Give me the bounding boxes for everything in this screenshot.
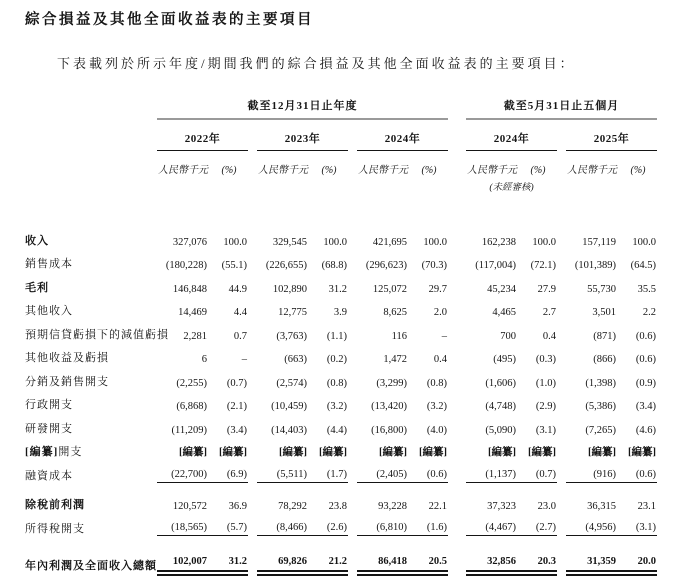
amount-cell: 37,323 xyxy=(487,501,516,512)
amount-cell: 102,007 xyxy=(157,550,210,574)
percent-label: (%) xyxy=(530,165,546,176)
amount-cell: (5,090) xyxy=(485,424,516,436)
percent-cell: 2.2 xyxy=(642,307,657,318)
table-row xyxy=(25,318,657,342)
amount-cell: 125,072 xyxy=(372,283,407,295)
column-gap xyxy=(348,489,357,513)
percent-cell: (1.0) xyxy=(535,377,556,389)
percent-cell: (4.6) xyxy=(635,424,657,436)
empty-cell xyxy=(25,176,466,193)
amount-cell: (226,655) xyxy=(265,260,307,271)
amount-cell: (180,228) xyxy=(165,260,207,271)
column-gap xyxy=(448,389,466,413)
percent-cell: (6.9) xyxy=(210,459,248,483)
amount-cell: [編纂] xyxy=(179,447,207,458)
amount-cell: 157,119 xyxy=(582,236,616,248)
percent-cell: 0.4 xyxy=(542,330,556,342)
unaudited-row xyxy=(25,176,657,193)
amount-cell: (3,763) xyxy=(276,330,307,342)
spacer-row xyxy=(25,542,657,550)
column-gap xyxy=(448,550,466,574)
amount-cell: 69,826 xyxy=(257,550,310,574)
amount-cell: (22,700) xyxy=(157,459,210,483)
amount-cell: 36,315 xyxy=(587,501,616,512)
column-gap xyxy=(348,365,357,389)
amount-cell: 120,572 xyxy=(172,501,207,512)
unit-label: 人民幣千元 xyxy=(567,165,617,176)
percent-cell: (0.6) xyxy=(410,459,448,483)
year-header-2024-5m: 2024年 xyxy=(466,119,557,151)
amount-cell: 162,238 xyxy=(481,236,516,248)
percent-label: (%) xyxy=(421,165,437,176)
percent-cell: [編纂] xyxy=(528,447,556,458)
column-gap xyxy=(248,412,257,436)
row-label: 預期信貸虧損下的減值虧損 xyxy=(25,328,169,341)
amount-cell: [編纂] xyxy=(279,447,307,458)
amount-cell: (11,209) xyxy=(171,424,207,436)
column-gap xyxy=(557,550,566,574)
percent-cell: (1.7) xyxy=(310,459,348,483)
column-gap xyxy=(557,389,566,413)
percent-cell: (4.0) xyxy=(426,424,447,436)
column-gap xyxy=(348,295,357,319)
column-gap xyxy=(248,489,257,513)
column-gap xyxy=(348,342,357,366)
amount-cell: 8,625 xyxy=(383,307,407,318)
column-gap xyxy=(348,151,357,177)
amount-cell: (4,956) xyxy=(566,512,619,536)
table-row xyxy=(25,512,657,536)
percent-cell: (64.5) xyxy=(630,260,657,271)
percent-cell: 100.0 xyxy=(323,236,347,248)
percent-cell: [編纂] xyxy=(319,447,347,458)
percent-cell: 31.2 xyxy=(328,283,347,295)
column-gap xyxy=(348,459,357,483)
percent-cell: 22.1 xyxy=(428,501,447,512)
percent-cell: (0.8) xyxy=(426,377,447,389)
amount-cell: 31,359 xyxy=(566,550,619,574)
percent-cell: 4.4 xyxy=(233,307,247,318)
percent-cell: 0.7 xyxy=(233,330,247,342)
column-gap xyxy=(557,489,566,513)
percent-cell: (3.1) xyxy=(619,512,657,536)
percent-cell: – xyxy=(241,354,247,365)
amount-cell: (4,467) xyxy=(466,512,519,536)
unit-label: 人民幣千元 xyxy=(467,165,517,176)
corner-cell xyxy=(25,97,157,119)
amount-cell: (1,606) xyxy=(485,377,516,389)
period-group-annual: 截至12月31日止年度 xyxy=(157,97,448,119)
table-row xyxy=(25,224,657,248)
percent-cell: 35.5 xyxy=(637,283,657,295)
percent-cell: (5.7) xyxy=(210,512,248,536)
column-gap xyxy=(448,248,466,272)
percent-cell: (70.3) xyxy=(421,260,447,271)
intro-paragraph: 下表載列於所示年度/期間我們的綜合損益及其他全面收益表的主要項目： xyxy=(57,56,576,71)
column-gap xyxy=(248,550,257,574)
percent-cell: 0.4 xyxy=(433,354,447,365)
amount-cell: (2,574) xyxy=(276,377,307,389)
percent-cell: [編纂] xyxy=(419,447,447,458)
amount-cell: (13,420) xyxy=(371,401,407,412)
amount-cell: (101,389) xyxy=(574,260,616,271)
column-gap xyxy=(557,412,566,436)
percent-cell: [編纂] xyxy=(219,447,247,458)
amount-cell: 116 xyxy=(391,330,407,342)
year-header-row xyxy=(25,119,657,151)
percent-cell: – xyxy=(441,330,447,342)
column-gap xyxy=(448,512,466,536)
row-label: 行政開支 xyxy=(25,399,73,411)
table-row xyxy=(25,342,657,366)
column-gap xyxy=(348,436,357,460)
column-gap xyxy=(448,271,466,295)
amount-cell: 3,501 xyxy=(592,307,616,318)
spacer-row xyxy=(25,193,657,224)
column-gap xyxy=(248,151,257,177)
column-gap xyxy=(248,318,257,342)
percent-label: (%) xyxy=(630,165,646,176)
column-gap xyxy=(557,151,566,177)
column-gap xyxy=(348,119,357,151)
column-gap xyxy=(248,248,257,272)
amount-cell: (5,511) xyxy=(257,459,310,483)
percent-label: (%) xyxy=(321,165,337,176)
amount-cell: (2,255) xyxy=(176,377,207,389)
amount-cell: (6,868) xyxy=(176,401,207,412)
percent-cell: (3.4) xyxy=(226,424,247,436)
amount-cell: 421,695 xyxy=(372,236,407,248)
column-gap xyxy=(448,97,466,119)
amount-cell: 45,234 xyxy=(487,283,516,295)
column-gap xyxy=(448,318,466,342)
percent-cell: 100.0 xyxy=(632,236,657,248)
percent-cell: 20.3 xyxy=(519,550,557,574)
percent-cell: (2.7) xyxy=(519,512,557,536)
amount-cell: 327,076 xyxy=(172,236,207,248)
amount-cell: 6 xyxy=(201,354,207,365)
amount-cell: 102,890 xyxy=(272,283,307,295)
percent-cell: 100.0 xyxy=(423,236,447,248)
percent-cell: 20.0 xyxy=(619,550,657,574)
table-row xyxy=(25,271,657,295)
percent-cell: (2.1) xyxy=(226,401,247,412)
percent-cell: 27.9 xyxy=(537,283,556,295)
amount-cell: (866) xyxy=(593,354,616,365)
table-row xyxy=(25,489,657,513)
column-gap xyxy=(448,119,466,151)
percent-cell: (1.6) xyxy=(410,512,448,536)
percent-cell: 23.0 xyxy=(537,501,556,512)
percent-cell: 21.2 xyxy=(310,550,348,574)
column-gap xyxy=(248,271,257,295)
amount-cell: 93,228 xyxy=(378,501,407,512)
unaudited-note: (未經審核) xyxy=(489,183,534,193)
column-gap xyxy=(448,412,466,436)
row-label-text: 開支 xyxy=(58,446,83,458)
percent-cell: [編纂] xyxy=(628,447,657,458)
percent-cell: 3.9 xyxy=(333,307,347,318)
column-gap xyxy=(248,119,257,151)
row-label: 除稅前利潤 xyxy=(25,499,85,511)
percent-cell: 100.0 xyxy=(532,236,556,248)
amount-cell: 14,469 xyxy=(178,307,207,318)
amount-cell: 55,730 xyxy=(587,283,616,295)
amount-cell: 700 xyxy=(500,330,516,342)
empty-cell xyxy=(557,176,657,193)
amount-cell: (8,466) xyxy=(257,512,310,536)
percent-cell: (55.1) xyxy=(221,260,247,271)
column-gap xyxy=(448,459,466,483)
percent-cell: 23.8 xyxy=(328,501,347,512)
column-gap xyxy=(448,295,466,319)
percent-cell: (0.6) xyxy=(619,459,657,483)
column-gap xyxy=(557,436,566,460)
row-label: 所得稅開支 xyxy=(25,522,85,535)
column-gap xyxy=(448,489,466,513)
table-row xyxy=(25,459,657,483)
percent-cell: (2.9) xyxy=(535,401,556,412)
percent-cell: (0.8) xyxy=(326,377,347,389)
column-gap xyxy=(348,224,357,248)
column-gap xyxy=(248,342,257,366)
amount-cell: 12,775 xyxy=(278,307,307,318)
corner-cell xyxy=(25,119,157,151)
percent-cell: 44.9 xyxy=(228,283,247,295)
amount-cell: (916) xyxy=(566,459,619,483)
column-gap xyxy=(348,412,357,436)
column-gap xyxy=(557,295,566,319)
percent-cell: (0.2) xyxy=(326,354,347,365)
amount-cell: [編纂] xyxy=(379,447,407,458)
percent-cell: (0.7) xyxy=(226,377,247,389)
year-header-2024: 2024年 xyxy=(357,119,448,151)
column-gap xyxy=(557,512,566,536)
percent-cell: 23.1 xyxy=(637,501,657,512)
amount-cell: [編纂] xyxy=(488,447,516,458)
column-gap xyxy=(448,151,466,177)
amount-cell: (2,405) xyxy=(357,459,410,483)
table-row xyxy=(25,550,657,574)
row-label: 分銷及銷售開支 xyxy=(25,375,109,388)
amount-cell: (4,748) xyxy=(485,401,516,412)
period-group-five-months: 截至5月31日止五個月 xyxy=(466,97,657,119)
percent-cell: (3.2) xyxy=(426,401,447,412)
column-gap xyxy=(348,389,357,413)
column-gap xyxy=(448,224,466,248)
amount-cell: (3,299) xyxy=(376,377,407,389)
percent-cell: 29.7 xyxy=(428,283,447,295)
column-gap xyxy=(248,365,257,389)
period-group-row xyxy=(25,97,657,119)
year-header-2023: 2023年 xyxy=(257,119,348,151)
column-gap xyxy=(348,550,357,574)
column-gap xyxy=(557,342,566,366)
column-gap xyxy=(557,224,566,248)
amount-cell: [編纂] xyxy=(588,447,616,458)
column-gap xyxy=(248,436,257,460)
column-gap xyxy=(557,248,566,272)
amount-cell: (1,137) xyxy=(466,459,519,483)
year-header-2025: 2025年 xyxy=(566,119,657,151)
row-label: 銷售成本 xyxy=(25,258,73,270)
percent-cell: (2.6) xyxy=(310,512,348,536)
amount-cell: 1,472 xyxy=(383,354,407,365)
column-gap xyxy=(557,318,566,342)
column-gap xyxy=(557,119,566,151)
percent-cell: (68.8) xyxy=(321,260,347,271)
column-gap xyxy=(248,389,257,413)
column-gap xyxy=(348,512,357,536)
column-gap xyxy=(557,271,566,295)
income-statement-table xyxy=(25,97,657,576)
row-label: 收入 xyxy=(25,234,49,247)
percent-cell: 2.0 xyxy=(433,307,447,318)
percent-cell: 100.0 xyxy=(223,236,247,248)
section-title: 綜合損益及其他全面收益表的主要項目 xyxy=(25,12,314,28)
column-gap xyxy=(248,295,257,319)
amount-cell: (296,623) xyxy=(365,260,407,271)
column-gap xyxy=(448,342,466,366)
redacted-tag: [編纂] xyxy=(25,446,59,458)
percent-cell: (0.6) xyxy=(635,330,657,342)
percent-cell: (0.7) xyxy=(519,459,557,483)
amount-cell: 329,545 xyxy=(272,236,307,248)
percent-cell: (3.2) xyxy=(326,401,347,412)
percent-cell: (1.1) xyxy=(326,330,347,342)
table-row xyxy=(25,248,657,272)
percent-cell: (72.1) xyxy=(530,260,556,271)
corner-cell xyxy=(25,151,157,177)
table-row xyxy=(25,365,657,389)
amount-cell: (6,810) xyxy=(357,512,410,536)
table-row xyxy=(25,389,657,413)
amount-cell: (16,800) xyxy=(371,424,407,436)
percent-label: (%) xyxy=(221,165,237,176)
percent-cell: (0.6) xyxy=(635,354,657,365)
percent-cell: 2.7 xyxy=(542,307,556,318)
amount-cell: (495) xyxy=(493,354,516,365)
unit-label: 人民幣千元 xyxy=(258,165,308,176)
column-gap xyxy=(348,271,357,295)
amount-cell: (871) xyxy=(593,330,616,342)
amount-cell: (10,459) xyxy=(271,401,307,412)
year-header-2022: 2022年 xyxy=(157,119,248,151)
row-label xyxy=(25,436,157,460)
column-gap xyxy=(248,224,257,248)
column-gap xyxy=(448,436,466,460)
row-label: 融資成本 xyxy=(25,469,73,482)
amount-cell: (5,386) xyxy=(585,401,616,412)
column-gap xyxy=(557,365,566,389)
row-label: 其他收入 xyxy=(25,305,73,317)
amount-cell: (117,004) xyxy=(475,260,516,271)
amount-cell: 4,465 xyxy=(492,307,516,318)
unit-label: 人民幣千元 xyxy=(158,165,208,176)
amount-cell: 32,856 xyxy=(466,550,519,574)
percent-cell: 36.9 xyxy=(228,501,247,512)
percent-cell: 20.5 xyxy=(410,550,448,574)
percent-cell: (3.1) xyxy=(535,424,556,436)
column-gap xyxy=(557,459,566,483)
percent-cell: (4.4) xyxy=(326,424,347,436)
amount-cell: 2,281 xyxy=(183,330,207,342)
column-gap xyxy=(448,365,466,389)
table-row xyxy=(25,295,657,319)
column-gap xyxy=(248,512,257,536)
row-label: 其他收益及虧損 xyxy=(25,352,109,364)
amount-cell: 146,848 xyxy=(172,283,207,295)
amount-cell: 78,292 xyxy=(278,501,307,512)
unit-header-row xyxy=(25,151,657,177)
column-gap xyxy=(348,248,357,272)
percent-cell: (3.4) xyxy=(635,401,657,412)
percent-cell: (0.9) xyxy=(635,377,657,389)
percent-cell: (0.3) xyxy=(535,354,556,365)
amount-cell: (14,403) xyxy=(271,424,307,436)
column-gap xyxy=(248,459,257,483)
amount-cell: (663) xyxy=(284,354,307,365)
amount-cell: 86,418 xyxy=(357,550,410,574)
table-row xyxy=(25,412,657,436)
row-label: 年內利潤及全面收入總額 xyxy=(25,560,157,572)
row-label: 毛利 xyxy=(25,281,49,294)
amount-cell: (18,565) xyxy=(157,512,210,536)
percent-cell: 31.2 xyxy=(210,550,248,574)
amount-cell: (1,398) xyxy=(585,377,616,389)
unit-label: 人民幣千元 xyxy=(358,165,408,176)
column-gap xyxy=(348,318,357,342)
table-row xyxy=(25,436,657,460)
row-label: 研發開支 xyxy=(25,422,73,435)
amount-cell: (7,265) xyxy=(585,424,616,436)
